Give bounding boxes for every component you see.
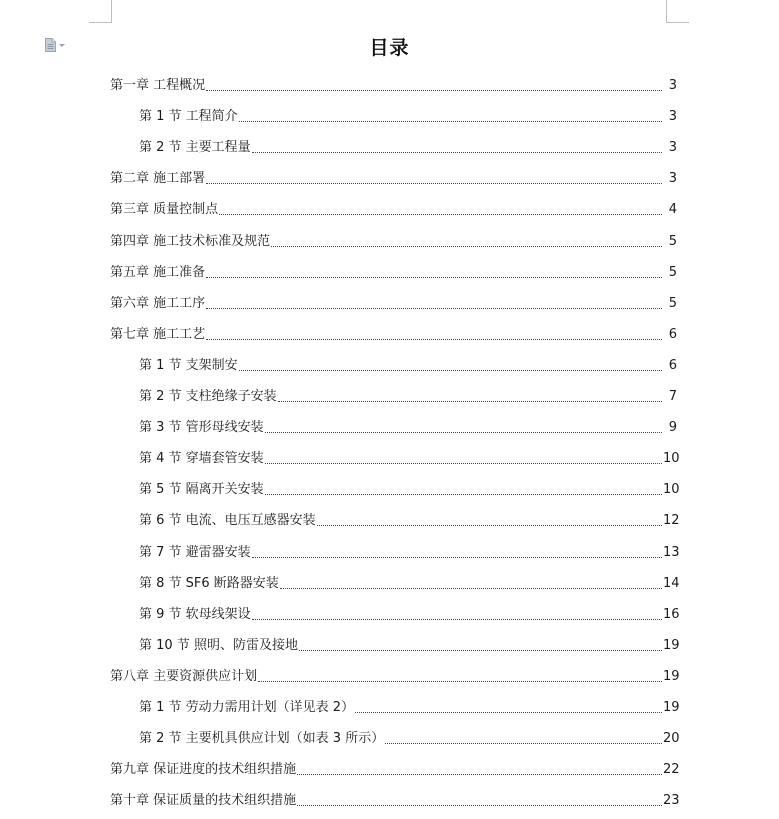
toc-entry[interactable]	[0, 785, 779, 809]
toc-page-number: 7	[668, 389, 677, 404]
dot-leader	[252, 556, 662, 558]
dot-leader	[297, 804, 662, 806]
toc-entry-label: 第三章 质量控制点	[110, 202, 219, 218]
toc-page-number: 16	[663, 606, 680, 622]
page-title: 目录	[369, 37, 410, 59]
toc-entry-label: 第 1 节 支架制安	[139, 357, 238, 373]
toc-page-number: 14	[663, 575, 680, 591]
dot-leader	[239, 369, 662, 371]
dot-leader	[280, 587, 662, 589]
dot-leader	[252, 618, 662, 620]
toc-page-number: 19	[663, 637, 680, 653]
dot-leader	[265, 431, 662, 433]
toc-entry[interactable]	[0, 692, 779, 716]
toc-entry-label: 第 2 节 主要机具供应计划（如表 3 所示）	[139, 731, 385, 747]
toc-page-number: 9	[668, 420, 677, 436]
toc-entry[interactable]	[0, 163, 779, 187]
toc-entry-label: 第 9 节 软母线架设	[139, 606, 251, 622]
toc-entry-label: 第 3 节 管形母线安装	[139, 420, 264, 436]
toc-entry[interactable]	[0, 381, 779, 405]
toc-entry[interactable]	[0, 194, 779, 218]
toc-entry[interactable]	[0, 599, 779, 623]
toc-entry[interactable]	[0, 101, 779, 125]
toc-entry[interactable]	[0, 226, 779, 250]
dot-leader	[206, 182, 662, 184]
toc-entry[interactable]	[0, 412, 779, 436]
dot-leader	[297, 773, 662, 775]
toc-entry[interactable]	[0, 661, 779, 685]
toc-page-number: 19	[663, 700, 680, 715]
toc-entry-label: 第 4 节 穿墙套管安装	[139, 451, 264, 467]
toc-page-number: 6	[668, 326, 677, 342]
dot-leader	[265, 493, 662, 495]
toc-entry[interactable]	[0, 505, 779, 529]
toc-entry-label: 第 1 节 劳动力需用计划（详见表 2）	[139, 700, 355, 715]
toc-entry-label: 第 7 节 避雷器安装	[139, 544, 251, 560]
toc-entry[interactable]	[0, 319, 779, 343]
toc-page-number: 3	[668, 171, 677, 187]
toc-entry[interactable]	[0, 350, 779, 374]
toc-page-number: 4	[668, 202, 677, 218]
dot-leader	[206, 276, 662, 278]
crop-mark-top-right	[666, 0, 689, 23]
toc-entry-label: 第 5 节 隔离开关安装	[139, 482, 264, 498]
toc-entry[interactable]	[0, 630, 779, 654]
toc-entry-label: 第 1 节 工程简介	[139, 109, 238, 125]
toc-entry[interactable]	[0, 474, 779, 498]
toc-entry[interactable]	[0, 537, 779, 561]
toc-page-number: 20	[663, 731, 680, 747]
toc-page-number: 5	[668, 264, 677, 280]
toc-entry-label: 第七章 施工工艺	[110, 326, 206, 342]
toc-page-number: 3	[668, 78, 677, 93]
toc-page-number: 10	[663, 482, 680, 498]
toc-entry-label: 第八章 主要资源供应计划	[110, 668, 258, 684]
dot-leader	[278, 400, 662, 402]
toc-entry-label: 第五章 施工准备	[110, 264, 206, 280]
toc-entry-label: 第 2 节 主要工程量	[139, 140, 251, 156]
dot-leader	[206, 338, 662, 340]
dot-leader	[271, 245, 662, 247]
dot-leader	[219, 213, 662, 215]
toc-entry-label: 第 2 节 支柱绝缘子安装	[139, 389, 277, 404]
dot-leader	[317, 524, 662, 526]
toc-entry[interactable]	[0, 132, 779, 156]
toc-entry[interactable]	[0, 443, 779, 467]
toc-entry-label: 第 10 节 照明、防雷及接地	[139, 637, 298, 653]
dot-leader	[265, 462, 662, 464]
toc-entry[interactable]	[0, 288, 779, 312]
crop-mark-top-left	[89, 0, 112, 23]
toc-page-number: 23	[663, 793, 680, 809]
toc-page-number: 3	[668, 140, 677, 156]
toc-page-number: 13	[663, 544, 680, 560]
dot-leader	[206, 307, 662, 309]
toc-entry-label: 第 8 节 SF6 断路器安装	[139, 575, 279, 591]
toc-entry-label: 第六章 施工工序	[110, 295, 206, 311]
toc-entry[interactable]	[0, 70, 779, 94]
toc-entry-label: 第一章 工程概况	[110, 78, 206, 93]
toc-page-number: 19	[663, 668, 680, 684]
toc-entry-label: 第 6 节 电流、电压互感器安装	[139, 513, 316, 529]
toc-entry-label: 第九章 保证进度的技术组织措施	[110, 762, 297, 778]
toc-page-number: 22	[663, 762, 680, 778]
toc-entry-label: 第四章 施工技术标准及规范	[110, 233, 271, 249]
toc-page-number: 3	[668, 109, 677, 125]
toc-page-number: 10	[663, 451, 680, 467]
dot-leader	[252, 151, 662, 153]
toc-page-number: 12	[663, 513, 680, 529]
toc-entry[interactable]	[0, 723, 779, 747]
toc-entry[interactable]	[0, 568, 779, 592]
toc-entry[interactable]	[0, 257, 779, 281]
dot-leader	[299, 649, 662, 651]
toc-page-number: 5	[668, 295, 677, 311]
dot-leader	[239, 120, 662, 122]
dot-leader	[385, 742, 662, 744]
toc-entry[interactable]	[0, 754, 779, 778]
dot-leader	[355, 711, 662, 713]
toc-page-number: 5	[668, 233, 677, 249]
dot-leader	[206, 89, 662, 91]
toc-page-number: 6	[668, 357, 677, 373]
toc-entry-label: 第十章 保证质量的技术组织措施	[110, 793, 297, 809]
toc-entry-label: 第二章 施工部署	[110, 171, 206, 187]
dot-leader	[258, 680, 662, 682]
